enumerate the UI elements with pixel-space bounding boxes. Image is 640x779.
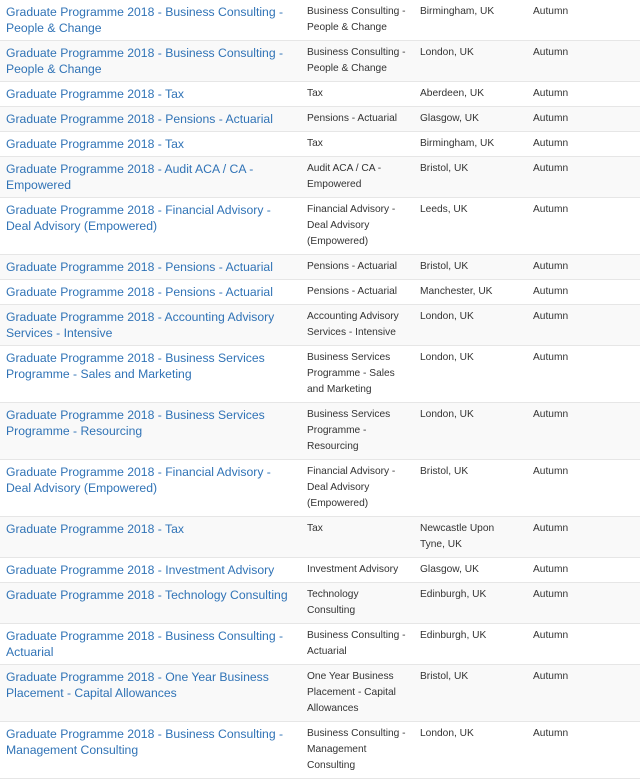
job-location-cell [414,255,527,280]
job-intake: Autumn [533,6,569,17]
job-location-cell [414,107,527,132]
job-location-cell [414,558,527,583]
job-location: Edinburgh, UK [420,589,487,600]
job-location-cell [414,280,527,305]
job-location-cell [414,583,527,624]
job-location: Birmingham, UK [420,6,495,17]
job-location: Newcastle Upon Tyne, UK [420,523,495,550]
job-intake-cell [527,132,640,157]
job-location: Bristol, UK [420,261,469,272]
job-intake-cell [527,583,640,624]
job-intake: Autumn [533,728,569,739]
job-intake: Autumn [533,523,569,534]
job-intake: Autumn [533,88,569,99]
table-row [0,460,640,517]
table-row [0,280,640,305]
job-location: Bristol, UK [420,671,469,682]
job-category-cell [301,82,414,107]
job-category: Business Consulting - People & Change [307,47,406,74]
job-location: Bristol, UK [420,466,469,477]
job-title-cell [0,665,301,722]
table-row [0,583,640,624]
job-title-cell [0,107,301,132]
job-category: Pensions - Actuarial [307,261,398,272]
job-title-link[interactable]: Graduate Programme 2018 - Pensions - Actuarial [6,285,273,299]
job-category-cell [301,107,414,132]
job-title-cell [0,722,301,779]
job-intake-cell [527,403,640,460]
job-intake-cell [527,107,640,132]
job-title-link[interactable]: Graduate Programme 2018 - Business Consulting - People & Change [6,5,284,35]
job-category-cell [301,460,414,517]
job-category: Accounting Advisory Services - Intensive [307,311,399,338]
job-intake: Autumn [533,589,569,600]
table-row [0,157,640,198]
job-title-cell [0,198,301,255]
job-location: London, UK [420,47,474,58]
job-intake: Autumn [533,671,569,682]
job-title-cell [0,0,301,41]
job-location: Glasgow, UK [420,113,479,124]
table-row [0,403,640,460]
job-category: Financial Advisory - Deal Advisory (Empowered) [307,466,396,509]
job-category: Financial Advisory - Deal Advisory (Empowered) [307,204,396,247]
job-intake: Autumn [533,47,569,58]
job-intake-cell [527,517,640,558]
job-title-cell [0,132,301,157]
job-title-cell [0,624,301,665]
job-category: Business Services Programme - Sales and Marketing [307,352,395,395]
job-location-cell [414,41,527,82]
job-intake-cell [527,41,640,82]
job-location: London, UK [420,728,474,739]
job-title-cell [0,517,301,558]
job-category: Business Services Programme - Resourcing [307,409,391,452]
job-title-cell [0,305,301,346]
job-intake: Autumn [533,286,569,297]
job-title-link[interactable]: Graduate Programme 2018 - One Year Business Placement - Capital Allowances [6,670,269,700]
job-location: Glasgow, UK [420,564,479,575]
job-intake: Autumn [533,564,569,575]
job-category: Pensions - Actuarial [307,113,398,124]
job-category-cell [301,346,414,403]
job-category-cell [301,132,414,157]
table-row [0,41,640,82]
job-title-link[interactable]: Graduate Programme 2018 - Financial Advisory - Deal Advisory (Empowered) [6,203,271,233]
job-title-link[interactable]: Graduate Programme 2018 - Accounting Advisory Services - Intensive [6,310,275,340]
job-location-cell [414,517,527,558]
job-intake-cell [527,280,640,305]
job-title-cell [0,403,301,460]
job-location: Manchester, UK [420,286,493,297]
job-category: Pensions - Actuarial [307,286,398,297]
job-location: Bristol, UK [420,163,469,174]
table-row [0,346,640,403]
job-intake-cell [527,157,640,198]
job-title-link[interactable]: Graduate Programme 2018 - Tax [6,137,184,151]
job-title-link[interactable]: Graduate Programme 2018 - Investment Advisory [6,563,275,577]
table-row [0,558,640,583]
job-location-cell [414,665,527,722]
job-intake-cell [527,460,640,517]
job-title-link[interactable]: Graduate Programme 2018 - Audit ACA / CA - Empowered [6,162,254,192]
table-row [0,305,640,346]
job-title-cell [0,558,301,583]
job-location: Birmingham, UK [420,138,495,149]
job-intake: Autumn [533,138,569,149]
job-intake: Autumn [533,630,569,641]
job-intake-cell [527,305,640,346]
job-category-cell [301,0,414,41]
table-row [0,624,640,665]
job-location-cell [414,403,527,460]
job-intake-cell [527,255,640,280]
job-category-cell [301,280,414,305]
job-category-cell [301,255,414,280]
job-location-cell [414,132,527,157]
job-category: Investment Advisory [307,564,399,575]
job-category-cell [301,624,414,665]
job-category: One Year Business Placement - Capital Allowances [307,671,396,714]
job-title-cell [0,280,301,305]
job-category-cell [301,583,414,624]
table-row [0,132,640,157]
job-location-cell [414,82,527,107]
job-title-link[interactable]: Graduate Programme 2018 - Business Consulting - Actuarial [6,629,284,659]
job-category-cell [301,722,414,779]
job-category: Business Consulting - Actuarial [307,630,406,657]
table-row [0,82,640,107]
job-intake: Autumn [533,163,569,174]
job-category: Tax [307,138,323,149]
job-intake: Autumn [533,466,569,477]
job-category: Tax [307,88,323,99]
job-title-link[interactable]: Graduate Programme 2018 - Financial Advisory - Deal Advisory (Empowered) [6,465,271,495]
job-location-cell [414,460,527,517]
job-title-link[interactable]: Graduate Programme 2018 - Technology Consulting [6,588,288,602]
job-intake: Autumn [533,352,569,363]
job-intake-cell [527,665,640,722]
job-category-cell [301,665,414,722]
job-category: Tax [307,523,323,534]
job-intake-cell [527,558,640,583]
table-row [0,107,640,132]
job-intake-cell [527,82,640,107]
job-intake-cell [527,624,640,665]
job-intake: Autumn [533,204,569,215]
table-row [0,517,640,558]
job-category: Audit ACA / CA - Empowered [307,163,382,190]
job-category-cell [301,198,414,255]
job-category: Business Consulting - People & Change [307,6,406,33]
job-location: London, UK [420,352,474,363]
job-category-cell [301,305,414,346]
job-location: Aberdeen, UK [420,88,484,99]
job-intake-cell [527,198,640,255]
table-row [0,255,640,280]
job-location-cell [414,346,527,403]
job-intake: Autumn [533,113,569,124]
job-title-cell [0,41,301,82]
table-row [0,722,640,779]
job-location: Leeds, UK [420,204,468,215]
job-title-link[interactable]: Graduate Programme 2018 - Pensions - Actuarial [6,260,273,274]
job-title-link[interactable]: Graduate Programme 2018 - Tax [6,87,184,101]
job-title-cell [0,346,301,403]
job-location: Edinburgh, UK [420,630,487,641]
job-location-cell [414,198,527,255]
job-intake-cell [527,0,640,41]
job-title-cell [0,82,301,107]
job-title-link[interactable]: Graduate Programme 2018 - Business Consulting - People & Change [6,46,284,76]
job-intake-cell [527,346,640,403]
job-location-cell [414,305,527,346]
table-row [0,198,640,255]
job-intake: Autumn [533,261,569,272]
job-location-cell [414,0,527,41]
job-title-link[interactable]: Graduate Programme 2018 - Business Services Programme - Sales and Marketing [6,351,265,381]
job-title-cell [0,255,301,280]
job-title-link[interactable]: Graduate Programme 2018 - Business Services Programme - Resourcing [6,408,265,438]
job-category-cell [301,41,414,82]
table-row [0,665,640,722]
job-title-link[interactable]: Graduate Programme 2018 - Business Consulting - Management Consulting [6,727,284,757]
job-location-cell [414,624,527,665]
job-location: London, UK [420,409,474,420]
job-category-cell [301,558,414,583]
job-category-cell [301,403,414,460]
job-title-cell [0,460,301,517]
job-title-cell [0,157,301,198]
job-category-cell [301,517,414,558]
job-intake: Autumn [533,409,569,420]
job-title-link[interactable]: Graduate Programme 2018 - Pensions - Actuarial [6,112,273,126]
job-location: London, UK [420,311,474,322]
job-title-cell [0,583,301,624]
job-location-cell [414,157,527,198]
job-category-cell [301,157,414,198]
job-title-link[interactable]: Graduate Programme 2018 - Tax [6,522,184,536]
table-row [0,0,640,41]
job-category: Technology Consulting [307,589,359,616]
job-location-cell [414,722,527,779]
job-intake: Autumn [533,311,569,322]
job-intake-cell [527,722,640,779]
job-category: Business Consulting - Management Consulting [307,728,406,771]
